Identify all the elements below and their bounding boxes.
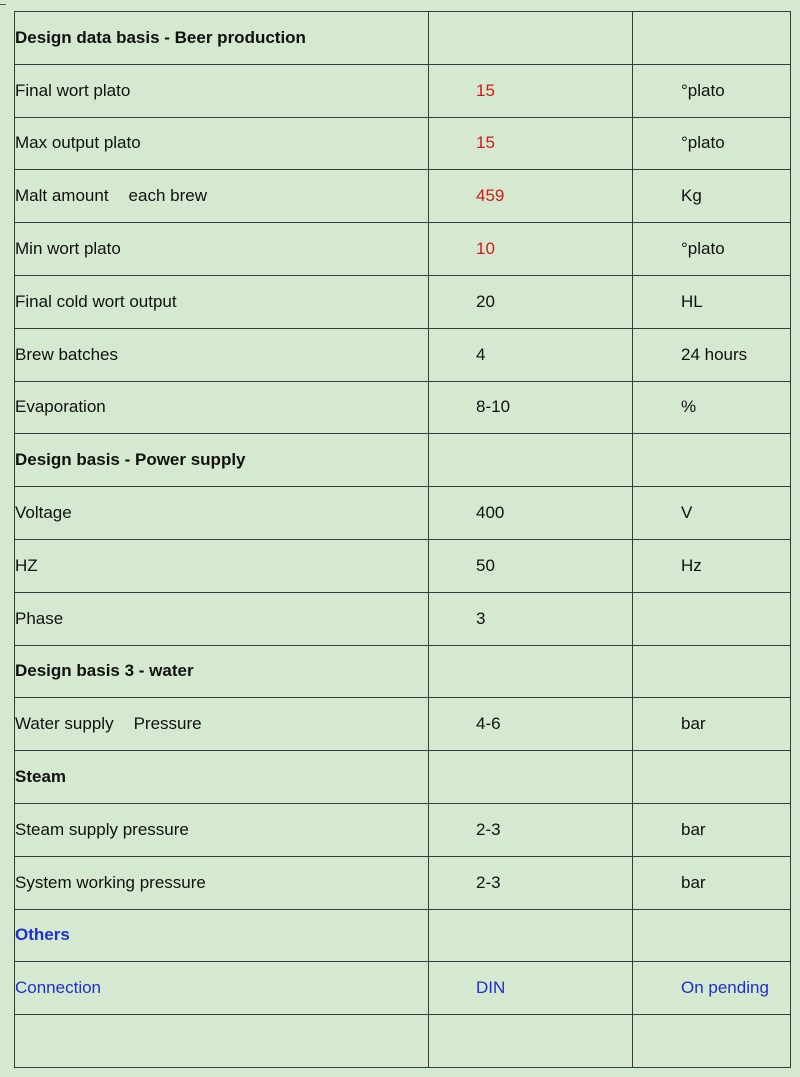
row-label-text: Voltage bbox=[15, 503, 72, 523]
row-value: 2-3 bbox=[429, 803, 633, 856]
row-label bbox=[15, 962, 429, 1015]
row-unit: bar bbox=[633, 856, 791, 909]
section-header-row bbox=[15, 434, 791, 487]
table-row bbox=[15, 487, 791, 540]
row-label-text: HZ bbox=[15, 555, 38, 575]
row-value: 2-3 bbox=[429, 856, 633, 909]
row-label bbox=[15, 487, 429, 540]
row-unit bbox=[633, 12, 791, 65]
row-label bbox=[15, 1015, 429, 1068]
row-label-text: System working pressure bbox=[15, 872, 206, 892]
section-title bbox=[15, 751, 429, 804]
section-title bbox=[15, 12, 429, 65]
row-value: 20 bbox=[429, 275, 633, 328]
row-label bbox=[15, 803, 429, 856]
table-row bbox=[15, 275, 791, 328]
section-title bbox=[15, 434, 429, 487]
row-value: 3 bbox=[429, 592, 633, 645]
table-row bbox=[15, 381, 791, 434]
section-header-row bbox=[15, 12, 791, 65]
row-unit: bar bbox=[633, 803, 791, 856]
row-label bbox=[15, 170, 429, 223]
row-label bbox=[15, 539, 429, 592]
row-value: 4 bbox=[429, 328, 633, 381]
row-label-text: Water supply bbox=[15, 714, 114, 734]
row-unit: Kg bbox=[633, 170, 791, 223]
row-label bbox=[15, 328, 429, 381]
row-label-text: Malt amount bbox=[15, 186, 109, 206]
row-unit: bar bbox=[633, 698, 791, 751]
row-unit: Hz bbox=[633, 539, 791, 592]
row-value: 15 bbox=[429, 64, 633, 117]
row-label bbox=[15, 223, 429, 276]
row-label-text: Design basis 3 - water bbox=[15, 661, 194, 681]
row-value: 459 bbox=[429, 170, 633, 223]
row-unit: On pending bbox=[633, 962, 791, 1015]
row-label bbox=[15, 117, 429, 170]
row-value: 10 bbox=[429, 223, 633, 276]
row-label-text: Phase bbox=[15, 608, 64, 628]
row-label-text: Min wort plato bbox=[15, 239, 121, 259]
row-label bbox=[15, 698, 429, 751]
section-header-row bbox=[15, 645, 791, 698]
table-row bbox=[15, 117, 791, 170]
row-unit bbox=[633, 751, 791, 804]
row-label-secondary: each brew bbox=[128, 186, 207, 206]
row-value: 50 bbox=[429, 539, 633, 592]
row-label-text: Connection bbox=[15, 978, 102, 998]
table-row bbox=[15, 539, 791, 592]
row-label-text: Final wort plato bbox=[15, 80, 131, 100]
table-row bbox=[15, 856, 791, 909]
top-edge-mark bbox=[0, 0, 6, 5]
row-unit bbox=[633, 434, 791, 487]
row-label-text: Design basis - Power supply bbox=[15, 450, 246, 470]
table-body bbox=[15, 12, 791, 1068]
section-header-row bbox=[15, 909, 791, 962]
row-label-text: Evaporation bbox=[15, 397, 106, 417]
row-unit: % bbox=[633, 381, 791, 434]
row-label bbox=[15, 592, 429, 645]
row-label bbox=[15, 275, 429, 328]
row-unit: °plato bbox=[633, 223, 791, 276]
row-value bbox=[429, 751, 633, 804]
design-data-table bbox=[14, 11, 791, 1068]
row-unit bbox=[633, 592, 791, 645]
row-unit bbox=[633, 1015, 791, 1068]
table-row bbox=[15, 592, 791, 645]
row-label-text: Brew batches bbox=[15, 344, 118, 364]
row-unit bbox=[633, 909, 791, 962]
table-row bbox=[15, 962, 791, 1015]
table-row bbox=[15, 698, 791, 751]
row-unit: HL bbox=[633, 275, 791, 328]
row-label-text: Final cold wort output bbox=[15, 291, 177, 311]
row-label-text: Steam bbox=[15, 767, 67, 787]
row-value: 15 bbox=[429, 117, 633, 170]
row-unit: °plato bbox=[633, 64, 791, 117]
section-title bbox=[15, 909, 429, 962]
row-value bbox=[429, 12, 633, 65]
row-label-text: Others bbox=[15, 925, 70, 945]
row-unit: 24 hours bbox=[633, 328, 791, 381]
table-row bbox=[15, 170, 791, 223]
row-label-text: Design data basis - Beer production bbox=[15, 27, 306, 47]
table-row bbox=[15, 1015, 791, 1068]
row-label bbox=[15, 64, 429, 117]
row-value bbox=[429, 1015, 633, 1068]
section-title bbox=[15, 645, 429, 698]
table-row bbox=[15, 328, 791, 381]
row-unit: V bbox=[633, 487, 791, 540]
row-unit: °plato bbox=[633, 117, 791, 170]
row-value: DIN bbox=[429, 962, 633, 1015]
row-value: 400 bbox=[429, 487, 633, 540]
row-value bbox=[429, 645, 633, 698]
table-row bbox=[15, 803, 791, 856]
row-unit bbox=[633, 645, 791, 698]
row-value: 4-6 bbox=[429, 698, 633, 751]
row-label bbox=[15, 381, 429, 434]
row-value bbox=[429, 434, 633, 487]
row-label-text: Steam supply pressure bbox=[15, 819, 189, 839]
table-row bbox=[15, 223, 791, 276]
table-row bbox=[15, 64, 791, 117]
section-header-row bbox=[15, 751, 791, 804]
row-value: 8-10 bbox=[429, 381, 633, 434]
row-label-secondary: Pressure bbox=[133, 714, 202, 734]
row-label-text: Max output plato bbox=[15, 133, 141, 153]
row-label bbox=[15, 856, 429, 909]
row-value bbox=[429, 909, 633, 962]
